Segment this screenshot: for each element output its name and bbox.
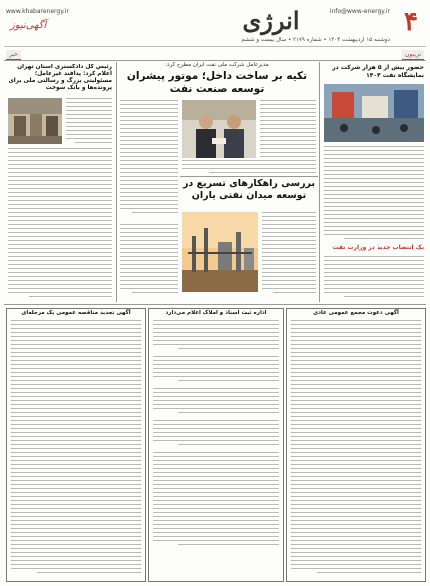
right-subarticle-text — [324, 256, 424, 300]
lead-photo — [182, 100, 256, 158]
oilfield-photo — [182, 212, 258, 292]
second-text-col2 — [120, 224, 178, 302]
lead-text-col1 — [260, 100, 316, 162]
lead-bottom-rule — [180, 176, 318, 177]
lead-text-under-photo — [182, 160, 316, 176]
ads-logo: آگهی‌نیوز — [10, 20, 47, 31]
email-right[interactable]: info@www-energy.ir — [329, 8, 390, 15]
notice-left-text — [7, 318, 145, 578]
section-tag-left: خبر — [6, 50, 21, 60]
left-article-text — [8, 148, 112, 302]
left-text-top — [66, 98, 112, 146]
second-headline-box — [180, 178, 318, 208]
newspaper-logo: انرژی — [242, 6, 300, 35]
lead-headline: تکیه بر ساخت داخل؛ موتور پیشران توسعه صنعت نفت — [126, 70, 308, 95]
notice-middle-title: اداره ثبت اسناد و املاک اعلام می‌دارد — [165, 310, 267, 316]
notice-box-middle — [148, 308, 284, 582]
right-subhead-box — [324, 244, 424, 254]
dateline: دوشنبه ۱۵ اردیبهشت ۱۴۰۴ • شماره ۲۱۷۹ • سال بیست و ششم — [241, 37, 390, 43]
top-rule — [4, 60, 426, 61]
notice-box-right — [286, 308, 426, 582]
notice-middle-text — [149, 318, 283, 550]
lead-kicker: مدیرعامل شرکت ملی نفت ایران مطرح کرد: — [165, 62, 269, 68]
exhibition-photo — [324, 84, 424, 142]
masthead — [4, 4, 426, 47]
notice-left-title: آگهی تجدید مناقصه عمومی یک مرحله‌ای — [21, 310, 131, 316]
page-number: ۴ — [404, 7, 418, 37]
courthouse-photo — [8, 98, 62, 144]
notice-right-title: آگهی دعوت مجمع عمومی عادی — [313, 310, 399, 316]
notice-right-text — [287, 318, 425, 578]
right-photo-headline: حضور بیش از ۵ هزار شرکت در نمایشگاه نفت ۱۴۰۴ — [332, 64, 424, 79]
second-headline: بررسی راهکارهای تسریع در توسعه میدان نفتی یاران — [182, 178, 316, 201]
column-rule-right — [319, 62, 320, 302]
right-subhead: یک انتصاب جدید در وزارت نفت — [332, 244, 424, 251]
left-headline-box — [6, 64, 112, 94]
notices-rule — [4, 304, 426, 305]
notice-box-left — [6, 308, 146, 582]
section-tag-right: تریبون — [402, 50, 424, 60]
right-article-text — [324, 146, 424, 246]
right-photo-headline-box — [324, 64, 424, 82]
second-text-col1 — [262, 212, 316, 302]
oilfield-caption — [182, 294, 258, 302]
website-link[interactable]: www.khabarenergy.ir — [6, 8, 69, 15]
left-headline: رئیس کل دادگستری استان تهران اعلام کرد: پدافند غیرعامل؛ مسئولیتی بزرگ و رسالتی ملی برای پرونده‌ها و بانک سوخت — [8, 64, 112, 91]
lead-headline-box — [116, 70, 318, 96]
column-rule-left — [116, 62, 117, 302]
lead-text-col3 — [120, 100, 178, 220]
